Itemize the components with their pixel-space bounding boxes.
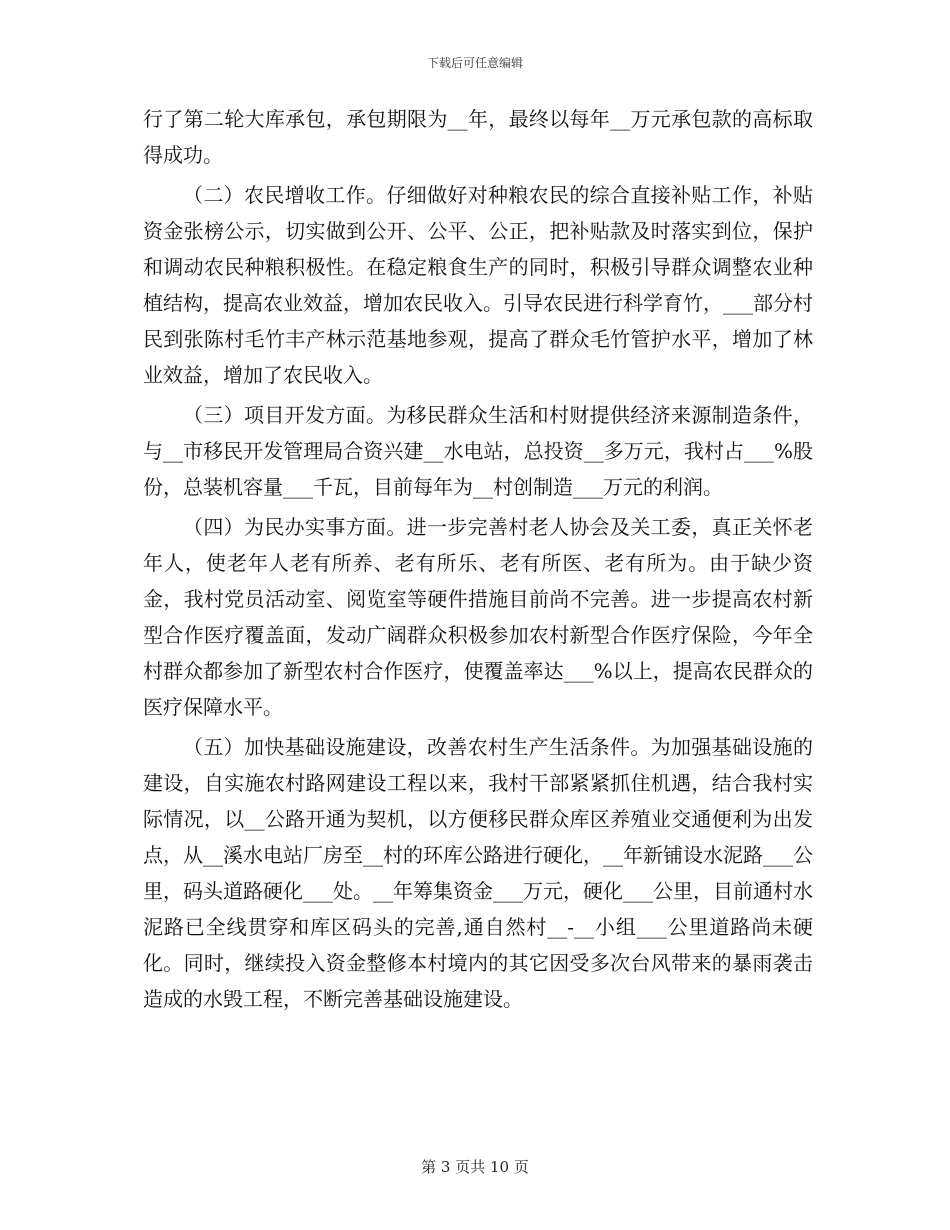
document-body xyxy=(143,101,813,1021)
paragraph-infrastructure: （五）加快基础设施建设，改善农村生产生活条件。为加强基础设施的建设，自实施农村路网建设工程以来，我村干部紧紧抓住机遇，结合我村实际情况，以__公路开通为契机，以方便移民群众库区养殖业交通便利为出发点，从__溪水电站厂房至__村的环库公路进行硬化，__年新铺设水泥路___公里，码头道路硬化___处。__年筹集资金___万元，硬化___公里，目前通村水泥路已全线贯穿和库区码头的完善,通自然村__-__小组___公里道路尚未硬化。同时，继续投入资金整修本村境内的其它因受多次台风带来的暴雨袭击造成的水毁工程，不断完善基础设施建设。 xyxy=(143,735,813,1011)
paragraph-public-service: （四）为民办实事方面。进一步完善村老人协会及关工委，真正关怀老年人，使老年人老有所养、老有所乐、老有所医、老有所为。由于缺少资金，我村党员活动室、阅览室等硬件措施目前尚不完善。进一步提高农村新型合作医疗覆盖面，发动广阔群众积极参加农村新型合作医疗保险，今年全村群众都参加了新型农村合作医疗，使覆盖率达___%以上，提高农民群众的医疗保障水平。 xyxy=(143,515,813,719)
paragraph-project-development: （三）项目开发方面。为移民群众生活和村财提供经济来源制造条件，与__市移民开发管理局合资兴建__水电站，总投资__多万元，我村占___%股份，总装机容量___千瓦，目前每年为__村创制造___万元的利润。 xyxy=(143,403,813,499)
page-number: 第 3 页共 10 页 xyxy=(421,1158,529,1176)
page-header: 下载后可任意编辑 xyxy=(426,56,523,70)
paragraph-continuation: 行了第二轮大库承包，承包期限为__年，最终以每年__万元承包款的高标取得成功。 xyxy=(143,107,813,167)
paragraph-farmer-income: （二）农民增收工作。仔细做好对种粮农民的综合直接补贴工作，补贴资金张榜公示，切实做到公开、公平、公正，把补贴款及时落实到位，保护和调动农民种粮积极性。在稳定粮食生产的同时，积极引导群众调整农业种植结构，提高农业效益，增加农民收入。引导农民进行科学育竹，___部分村民到张陈村毛竹丰产林示范基地参观，提高了群众毛竹管护水平，增加了林业效益，增加了农民收入。 xyxy=(143,183,813,387)
